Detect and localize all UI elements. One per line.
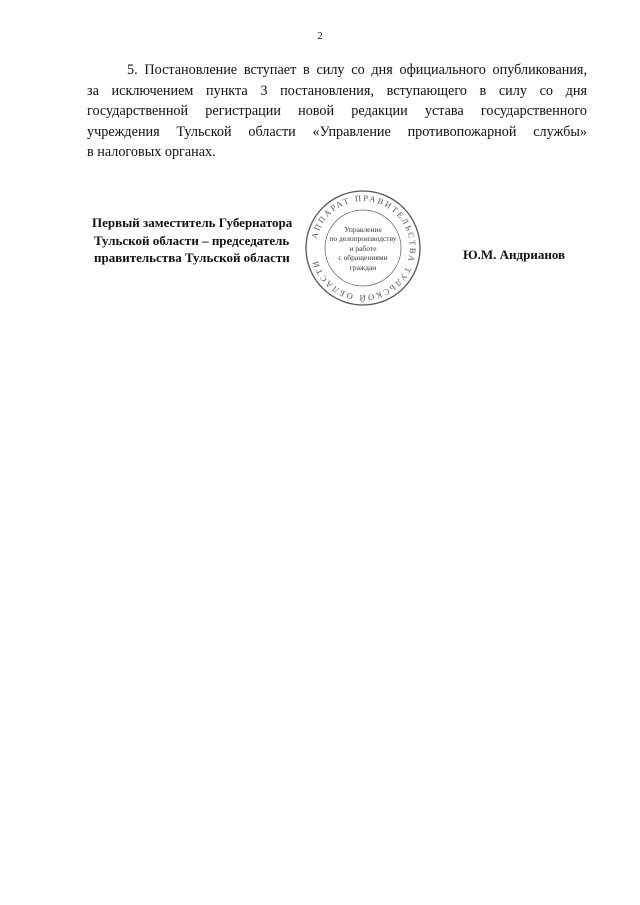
stamp-center-line: по делопроизводству bbox=[329, 234, 397, 244]
stamp-center-line: граждан bbox=[349, 262, 377, 272]
signatory-position-line: правительства Тульской области bbox=[94, 250, 290, 265]
paragraph-line: в налоговых органах. bbox=[87, 144, 216, 161]
page-number: 2 bbox=[317, 30, 323, 42]
signatory-position-line: Первый заместитель Губернатора bbox=[92, 215, 293, 230]
stamp-ring-text: АППАРАТ ПРАВИТЕЛЬСТВА ТУЛЬСКОЙ ОБЛАСТИ bbox=[308, 192, 419, 304]
paragraph-line: 5. Постановление вступает в силу со дня официального опубликования, bbox=[127, 62, 587, 78]
signatory-position-line: Тульской области – председатель bbox=[94, 232, 290, 248]
resolution-paragraph bbox=[87, 60, 587, 163]
signatory-name: Ю.М. Андрианов bbox=[463, 247, 566, 262]
stamp-center-line: и работе bbox=[349, 243, 377, 253]
stamp-center-line: с обращениями bbox=[338, 253, 388, 263]
stamp-center-text bbox=[303, 225, 423, 272]
paragraph-line: учреждения Тульской области «Управление противопожарной службы» bbox=[87, 123, 587, 140]
stamp-center-line: Управление bbox=[344, 225, 382, 234]
paragraph-line: за исключением пункта 3 постановления, вступающего в силу со дня bbox=[87, 82, 587, 99]
paragraph-line: государственной регистрации новой редакции устава государственного bbox=[87, 103, 587, 120]
signatory-position bbox=[92, 214, 292, 267]
